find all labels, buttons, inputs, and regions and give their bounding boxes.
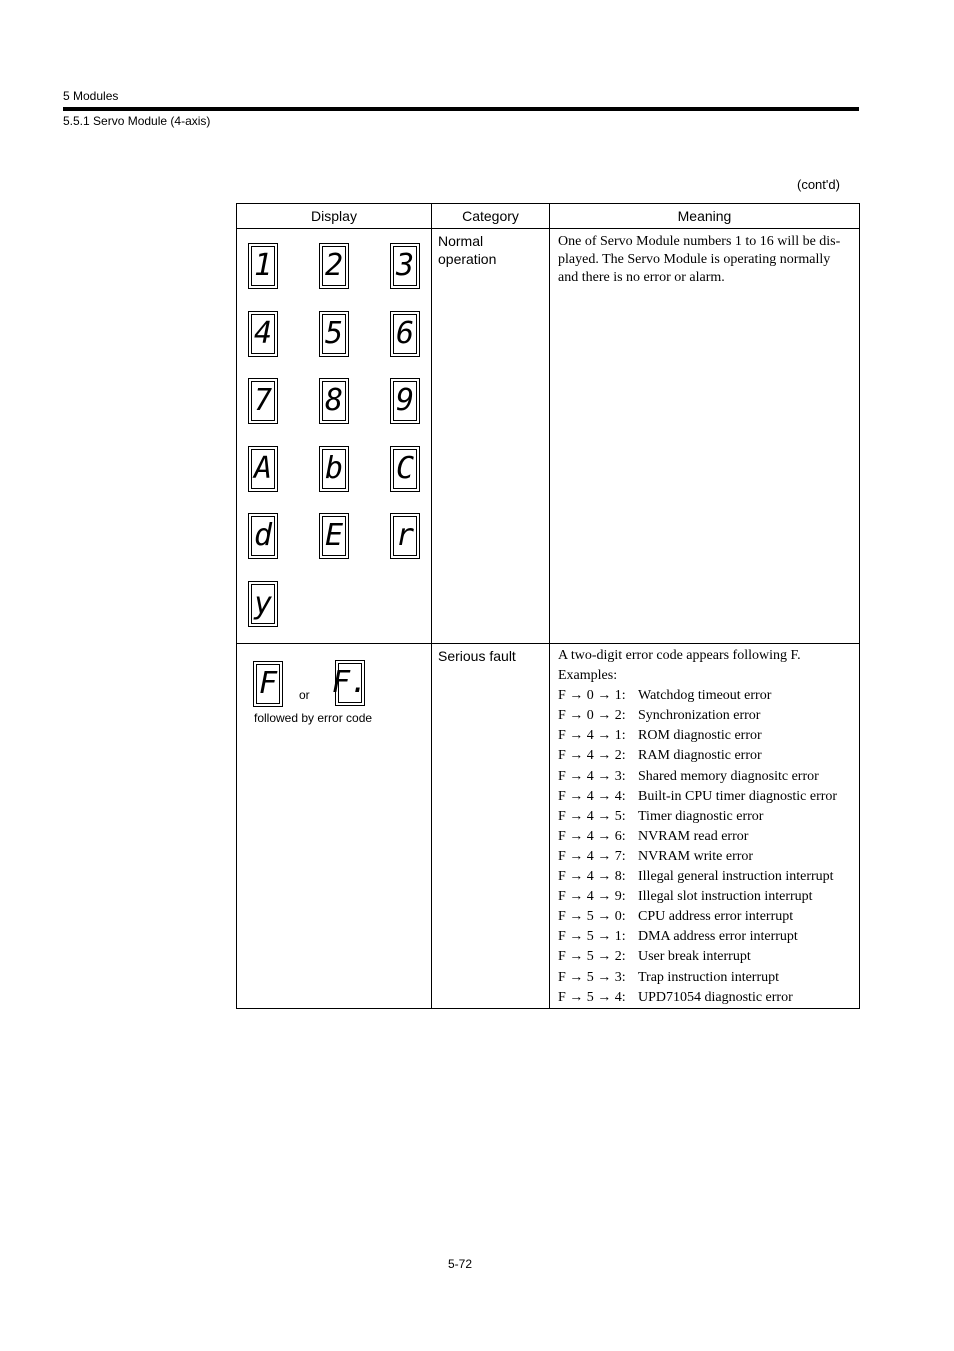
header-display: Display — [237, 204, 432, 229]
error-description: NVRAM read error — [638, 828, 749, 844]
meaning-intro: A two-digit error code appears following F. — [558, 648, 801, 663]
error-code: F → 4 → 6: — [558, 828, 626, 844]
error-description: Built-in CPU timer diagnostic error — [638, 788, 838, 804]
error-description: Trap instruction interrupt — [638, 969, 780, 985]
error-code: F → 4 → 4: — [558, 788, 626, 804]
category-cell: Serious fault — [432, 644, 550, 1009]
error-description: ROM diagnostic error — [638, 728, 762, 744]
seven-seg-digit: A — [251, 449, 275, 489]
seven-seg-digit: 6 — [393, 314, 417, 354]
list-item — [558, 887, 851, 907]
error-code: F → 5 → 4: — [558, 989, 626, 1005]
seven-seg-digit: r — [393, 516, 417, 556]
seven-seg-digit: 2 — [322, 246, 346, 286]
error-description: Synchronization error — [638, 708, 761, 724]
header-meaning: Meaning — [550, 204, 860, 229]
list-item — [558, 847, 851, 867]
error-description: Illegal slot instruction interrupt — [638, 889, 813, 905]
seven-seg-digit: 3 — [393, 246, 417, 286]
error-code: F → 5 → 2: — [558, 949, 626, 965]
error-description: Shared memory diagnositc error — [638, 768, 819, 784]
error-code: F → 4 → 3: — [558, 768, 626, 784]
error-description: Illegal general instruction interrupt — [638, 869, 834, 885]
error-description: User break interrupt — [638, 949, 751, 965]
display-grid — [237, 229, 431, 643]
error-code: F → 4 → 8: — [558, 869, 626, 885]
error-description: Watchdog timeout error — [638, 688, 772, 704]
list-item — [558, 968, 851, 988]
error-code: F → 0 → 2: — [558, 708, 626, 724]
error-description: NVRAM write error — [638, 848, 754, 864]
error-code: F → 4 → 7: — [558, 848, 626, 864]
status-table — [236, 203, 860, 1009]
header-category: Category — [432, 204, 550, 229]
list-item — [558, 827, 851, 847]
error-code: F → 5 → 0: — [558, 909, 626, 925]
seven-seg-digit: 5 — [322, 314, 346, 354]
error-description: RAM diagnostic error — [638, 748, 762, 764]
seven-seg-digit: 8 — [322, 381, 346, 421]
list-item — [558, 867, 851, 887]
list-item — [558, 947, 851, 967]
seven-seg-digit: F — [256, 664, 280, 704]
chapter-header: 5 Modules — [63, 89, 119, 103]
error-code: F → 5 → 3: — [558, 969, 626, 985]
error-description: CPU address error interrupt — [638, 909, 794, 925]
continued-label: (cont'd) — [797, 177, 840, 192]
error-code: F → 4 → 5: — [558, 808, 626, 824]
seven-seg-digit: 1 — [251, 246, 275, 286]
section-header: 5.5.1 Servo Module (4-axis) — [63, 114, 211, 128]
display-fault — [237, 644, 431, 1008]
error-description: UPD71054 diagnostic error — [638, 989, 793, 1005]
error-code: F → 0 → 1: — [558, 688, 626, 704]
list-item — [558, 767, 851, 787]
seven-seg-digit: 7 — [251, 381, 275, 421]
seven-seg-digit: C — [393, 449, 417, 489]
table-row — [237, 229, 860, 644]
seven-seg-digit: d — [251, 516, 275, 556]
table-header-row — [237, 204, 860, 229]
list-item — [558, 787, 851, 807]
header-rule — [63, 107, 859, 111]
examples-label: Examples: — [558, 668, 618, 684]
seven-seg-digit: 4 — [251, 314, 275, 354]
list-item — [558, 988, 851, 1008]
meaning-cell: One of Servo Module numbers 1 to 16 will be dis-played. The Servo Module is operating normally and there is no error or alarm. — [550, 229, 860, 644]
error-code: F → 4 → 9: — [558, 889, 626, 905]
list-item — [558, 907, 851, 927]
display-cell — [237, 644, 432, 1009]
list-item — [558, 927, 851, 947]
error-description: DMA address error interrupt — [638, 929, 798, 945]
seven-seg-digit: F. — [338, 663, 362, 703]
or-label: or — [299, 688, 310, 702]
seven-seg-digit: E — [322, 516, 346, 556]
list-item — [558, 746, 851, 766]
examples-list — [558, 686, 851, 1008]
list-item — [558, 807, 851, 827]
list-item — [558, 686, 851, 706]
seven-seg-digit: b — [322, 449, 346, 489]
category-cell: Normal operation — [432, 229, 550, 644]
list-item — [558, 726, 851, 746]
followed-label: followed by error code — [254, 711, 373, 725]
error-code: F → 4 → 1: — [558, 728, 626, 744]
seven-seg-digit: 9 — [393, 381, 417, 421]
display-cell — [237, 229, 432, 644]
error-code: F → 4 → 2: — [558, 748, 626, 764]
page-number: 5-72 — [448, 1257, 473, 1271]
meaning-cell — [550, 644, 860, 1009]
table-row — [237, 644, 860, 1009]
error-code: F → 5 → 1: — [558, 929, 626, 945]
seven-seg-digit: y — [251, 584, 275, 624]
list-item — [558, 706, 851, 726]
error-description: Timer diagnostic error — [638, 808, 764, 824]
